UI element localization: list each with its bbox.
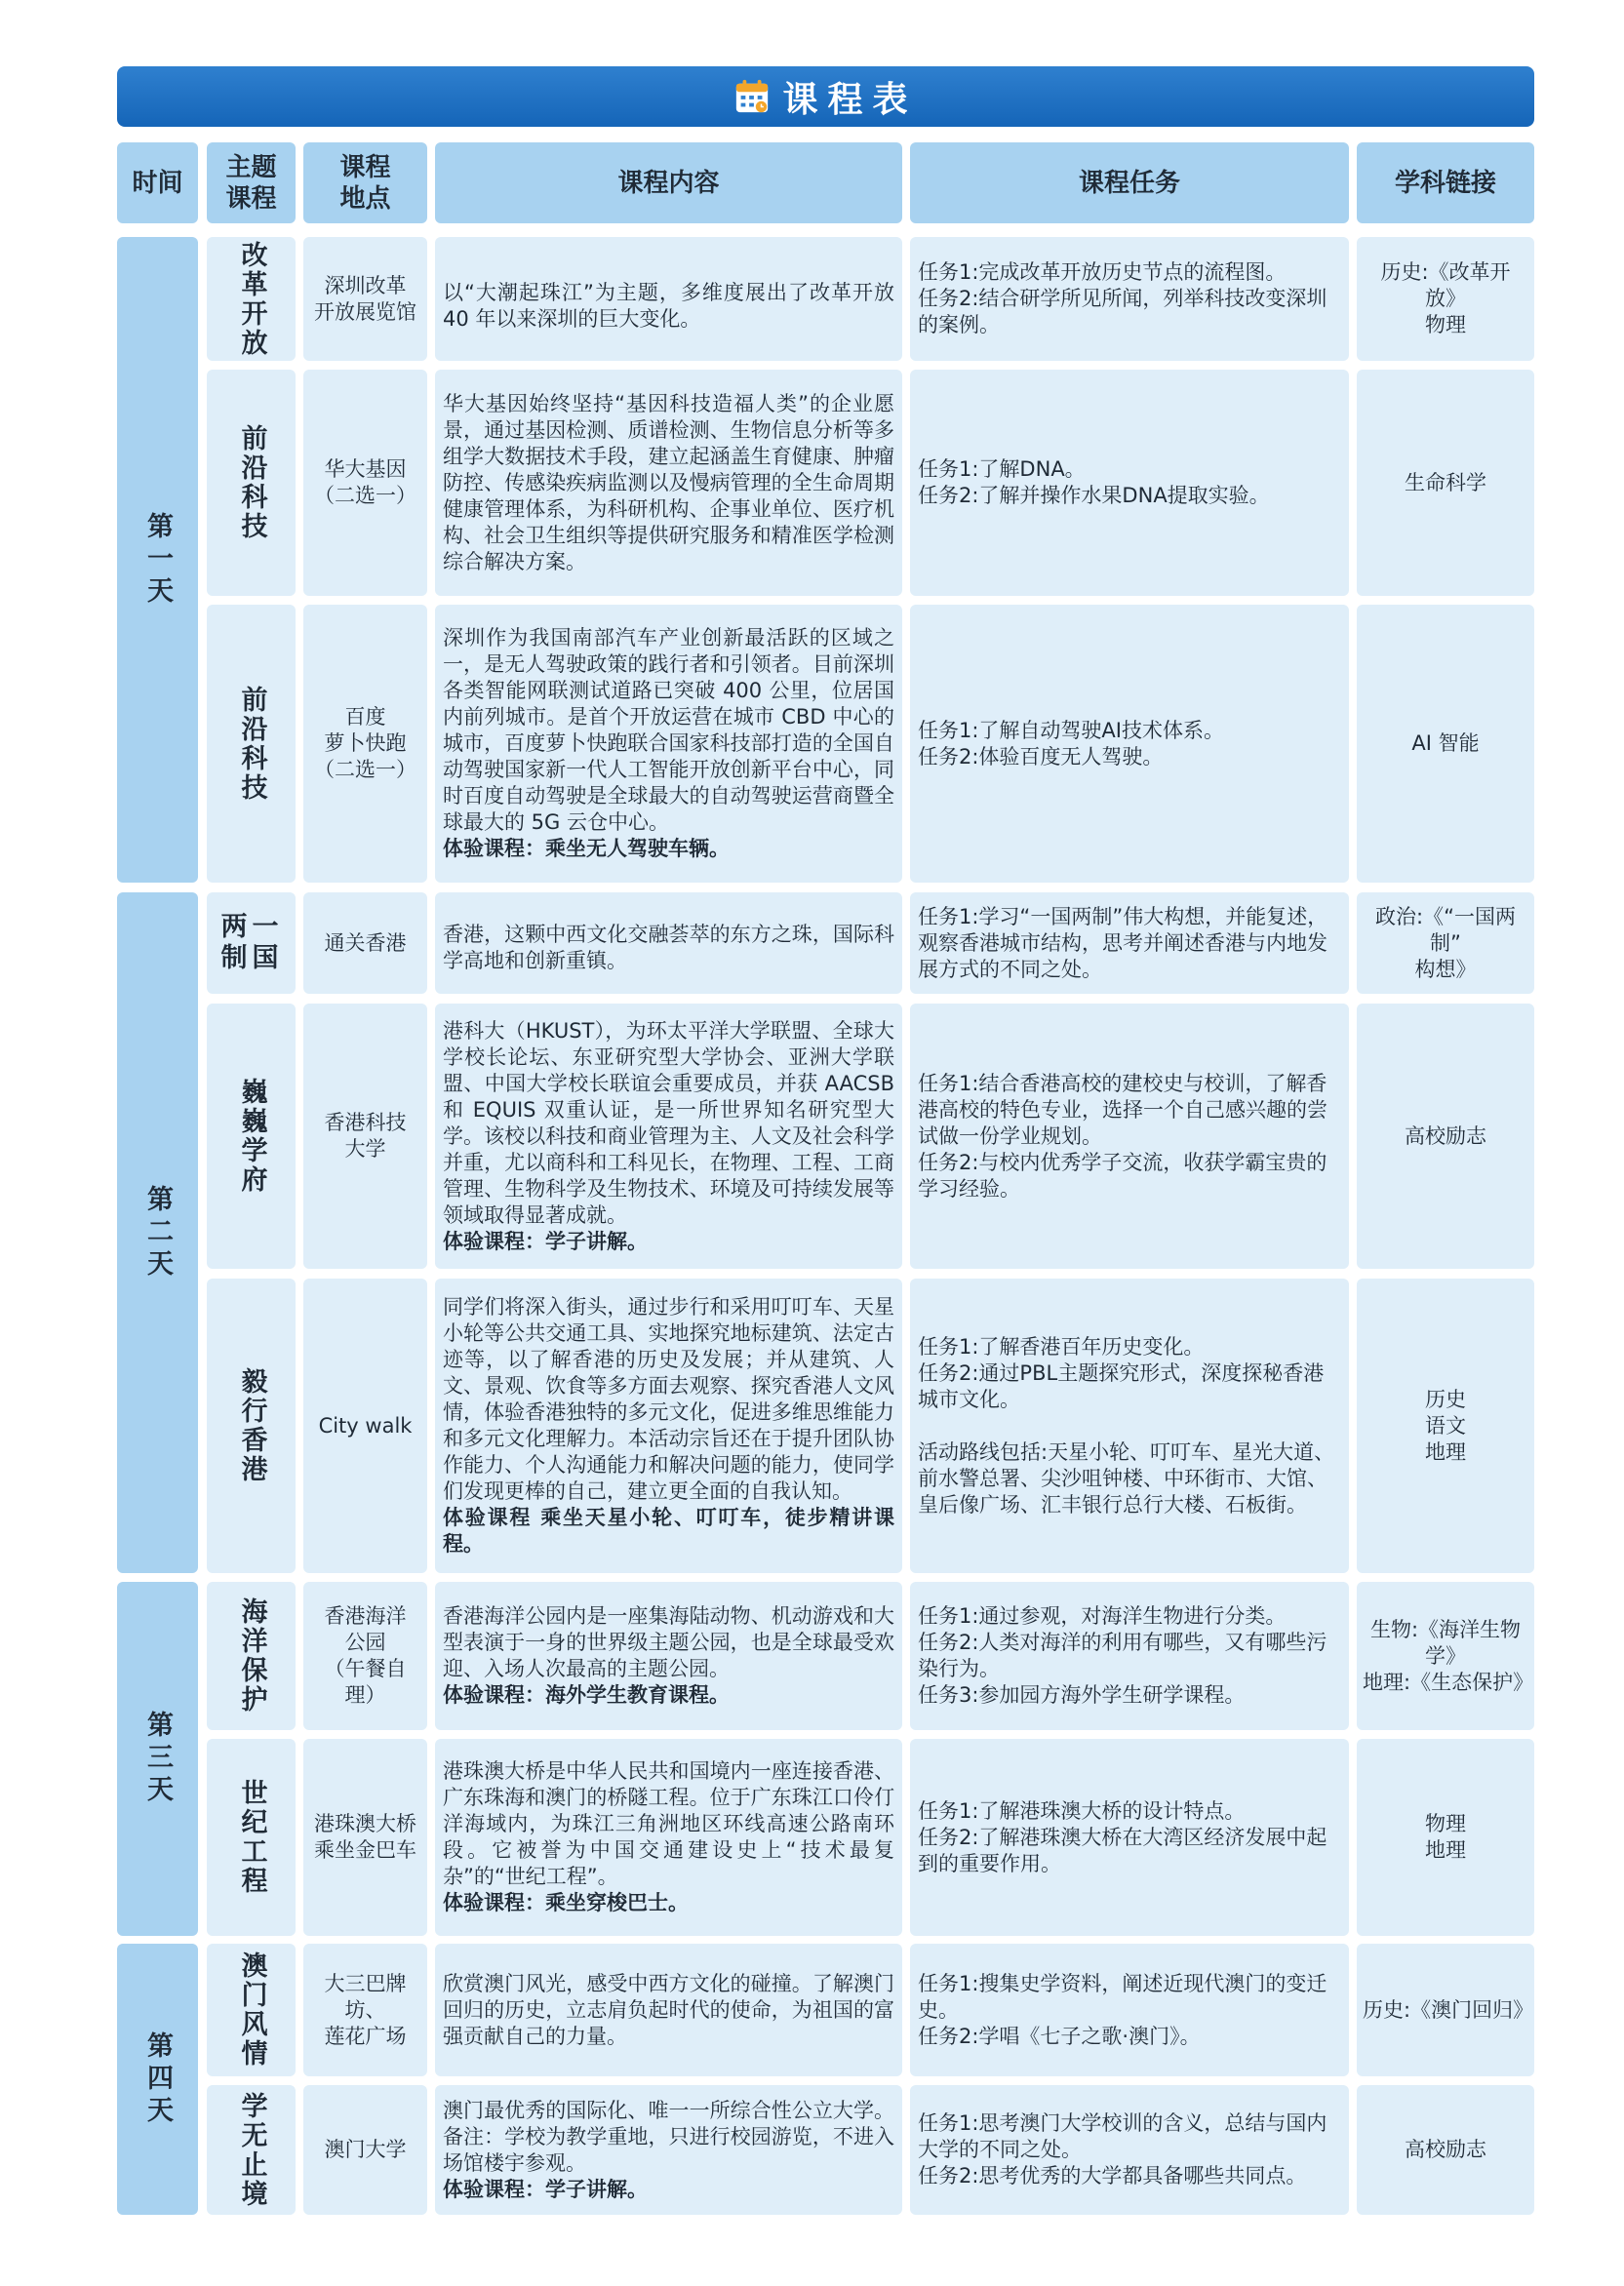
location-cell: 华大基因 （二选一） [303,370,427,596]
content-text: 香港，这颗中西文化交融荟萃的东方之珠，国际科学高地和创新重镇。 [443,923,894,972]
location-cell: 大三巴牌坊、 莲花广场 [303,1944,427,2076]
task-text: 任务1:了解DNA。 任务2:了解并操作水果DNA提取实验。 [918,457,1270,507]
theme-cell: 海洋保护 [207,1582,296,1730]
theme-cell: 毅行香港 [207,1279,296,1573]
experience-text: 体验课程 乘坐天星小轮、叮叮车，徒步精讲课程。 [443,1506,894,1556]
location-cell: 香港科技 大学 [303,1004,427,1269]
day-1-cell [117,237,198,883]
content-text: 深圳作为我国南部汽车产业创新最活跃的区域之一，是无人驾驶政策的践行者和引领者。目前深圳各类智能网联测试道路已突破 400 公里，位居国内前列城市。是首个开放运营在城市 CBD 中心的城市，百度萝卜快跑联合国家科技部打造的全国自动驾驶国家新一代人工智能开放创新平台中心，同时百度自动驾驶是全球最大的自动驾驶运营商暨全球最大的 5G 云仓中心。 [443,626,894,834]
content-text: 港科大（HKUST），为环太平洋大学联盟、全球大学校长论坛、东亚研究型大学协会、亚洲大学联盟、中国大学校长联谊会重要成员，并获 AACSB 和 EQUIS 双重认证，是一所世界知名研究型大学。该校以科技和商业管理为主、人文及社会科学并重，尤以商科和工科见长，在物理、工程、工商管理、生物科学及生物技术、环境及可持续发展等领域取得显著成就。 [443,1018,894,1227]
theme-cell: 澳门风情 [207,1944,296,2076]
task-text: 任务1:搜集史学资料，阐述近现代澳门的变迁史。 任务2:学唱《七子之歌·澳门》。 [918,1971,1327,2048]
experience-text: 体验课程：乘坐穿梭巴士。 [443,1891,689,1914]
content-text: 香港海洋公园内是一座集海陆动物、机动游戏和大型表演于一身的世界级主题公园，也是全球最受欢迎、入场人次最高的主题公园。 [443,1604,894,1680]
day-label: 第一天 [142,511,173,609]
content-cell [435,1944,902,2076]
content-cell [435,237,902,361]
experience-text: 体验课程：学子讲解。 [443,1229,648,1253]
task-cell [910,1004,1349,1269]
task-text: 任务1:了解香港百年历史变化。 任务2:通过PBL主题探究形式，深度探秘香港城市文化。 活动路线包括:天星小轮、叮叮车、星光大道、前水警总署、尖沙咀钟楼、中环街市、大馆、皇后像广场、汇丰银行总行大楼、石板街。 [918,1334,1335,1517]
subject-cell: AI 智能 [1357,605,1534,883]
subject-cell: 物理 地理 [1357,1739,1534,1936]
task-cell [910,2085,1349,2215]
subject-cell: 政治:《“一国两制” 构想》 [1357,892,1534,994]
content-cell [435,1582,902,1730]
location-cell: 百度 萝卜快跑 （二选一） [303,605,427,883]
header-task: 课程任务 [910,142,1349,223]
subject-cell: 历史 语文 地理 [1357,1279,1534,1573]
task-text: 任务1:了解港珠澳大桥的设计特点。 任务2:了解港珠澳大桥在大湾区经济发展中起到的重要作用。 [918,1798,1327,1875]
content-cell [435,1279,902,1573]
day-3-cell [117,1582,198,1936]
location-cell: City walk [303,1279,427,1573]
header-subject: 学科链接 [1357,142,1534,223]
theme-cell: 世纪工程 [207,1739,296,1936]
task-cell [910,370,1349,596]
content-cell [435,2085,902,2215]
subject-cell: 高校励志 [1357,2085,1534,2215]
task-text: 任务1:完成改革开放历史节点的流程图。 任务2:结合研学所见所闻，列举科技改变深圳的案例。 [918,260,1327,336]
title-bar [117,66,1534,127]
subject-cell: 历史:《澳门回归》 [1357,1944,1534,2076]
header-time: 时间 [117,142,198,223]
theme-cell: 巍巍学府 [207,1004,296,1269]
theme-cell: 前沿科技 [207,370,296,596]
location-cell: 澳门大学 [303,2085,427,2215]
task-cell [910,892,1349,994]
location-cell: 港珠澳大桥 乘坐金巴车 [303,1739,427,1936]
page-title: 课程表 [782,79,918,120]
content-cell [435,370,902,596]
content-text: 欣赏澳门风光，感受中西方文化的碰撞。了解澳门回归的历史，立志肩负起时代的使命，为祖国的富强贡献自己的力量。 [443,1971,894,2048]
location-cell: 通关香港 [303,892,427,994]
day-2-cell [117,892,198,1573]
task-text: 任务1:了解自动驾驶AI技术体系。 任务2:体验百度无人驾驶。 [918,718,1224,769]
day-4-cell [117,1944,198,2215]
task-text: 任务1:思考澳门大学校训的含义，总结与国内大学的不同之处。 任务2:思考优秀的大学都具备哪些共同点。 [918,2111,1327,2187]
content-text: 澳门最优秀的国际化、唯一一所综合性公立大学。备注：学校为教学重地，只进行校园游览，不进入场馆楼宇参观。 [443,2098,894,2175]
content-cell [435,1739,902,1936]
experience-text: 体验课程：学子讲解。 [443,2177,648,2201]
task-text: 任务1:学习“一国两制”伟大构想，并能复述，观察香港城市结构，思考并阐述香港与内地发展方式的不同之处。 [918,904,1328,981]
task-cell [910,1944,1349,2076]
theme-cell: 前沿科技 [207,605,296,883]
subject-cell: 高校励志 [1357,1004,1534,1269]
location-cell: 深圳改革 开放展览馆 [303,237,427,361]
theme-cell: 一 国 两 制 [207,892,296,994]
day-label: 第三天 [142,1711,173,1807]
experience-text: 体验课程：海外学生教育课程。 [443,1683,730,1707]
content-text: 港珠澳大桥是中华人民共和国境内一座连接香港、广东珠海和澳门的桥隧工程。位于广东珠江口伶仃洋海域内，为珠江三角洲地区环线高速公路南环段。它被誉为中国交通建设史上“技术最复杂”的“世纪工程”。 [443,1759,894,1888]
location-cell: 香港海洋 公园 （午餐自理） [303,1582,427,1730]
day-label: 第二天 [142,1184,173,1281]
task-text: 任务1:通过参观，对海洋生物进行分类。 任务2:人类对海洋的利用有哪些，又有哪些污染行为。 任务3:参加园方海外学生研学课程。 [918,1604,1327,1707]
task-cell [910,237,1349,361]
header-content: 课程内容 [435,142,902,223]
subject-cell: 生命科学 [1357,370,1534,596]
experience-text: 体验课程：乘坐无人驾驶车辆。 [443,837,730,860]
theme-cell: 改革开放 [207,237,296,361]
content-cell [435,605,902,883]
content-cell [435,1004,902,1269]
content-text: 以“大潮起珠江”为主题，多维度展出了改革开放 40 年以来深圳的巨大变化。 [443,281,894,331]
day-label: 第四天 [142,2030,173,2128]
task-text: 任务1:结合香港高校的建校史与校训，了解香港高校的特色专业，选择一个自己感兴趣的尝试做一份学业规划。 任务2:与校内优秀学子交流，收获学霸宝贵的学习经验。 [918,1071,1327,1201]
task-cell [910,605,1349,883]
task-cell [910,1582,1349,1730]
theme-cell: 学无止境 [207,2085,296,2215]
content-text: 华大基因始终坚持“基因科技造福人类”的企业愿景，通过基因检测、质谱检测、生物信息分析等多组学大数据技术手段，建立起涵盖生育健康、肿瘤防控、传感染疾病监测以及慢病管理的全生命周期健康管理体系，为科研机构、企事业单位、医疗机构、社会卫生组织等提供研究服务和精准医学检测综合解决方案。 [443,391,894,573]
subject-cell: 历史:《改革开放》 物理 [1357,237,1534,361]
task-cell [910,1279,1349,1573]
task-cell [910,1739,1349,1936]
subject-cell: 生物:《海洋生物 学》 地理:《生态保护》 [1357,1582,1534,1730]
calendar-icon [733,78,771,115]
header-theme: 主题 课程 [207,142,296,223]
header-location: 课程 地点 [303,142,427,223]
content-cell [435,892,902,994]
content-text: 同学们将深入街头，通过步行和采用叮叮车、天星小轮等公共交通工具、实地探究地标建筑、法定古迹等，以了解香港的历史及发展；并从建筑、人文、景观、饮食等多方面去观察、探究香港人文风情，体验香港独特的多元文化，促进多维思维能力和多元文化理解力。本活动宗旨还在于提升团队协作能力、个人沟通能力和解决问题的能力，使同学们发现更棒的自己，建立更全面的自我认知。 [443,1295,894,1503]
